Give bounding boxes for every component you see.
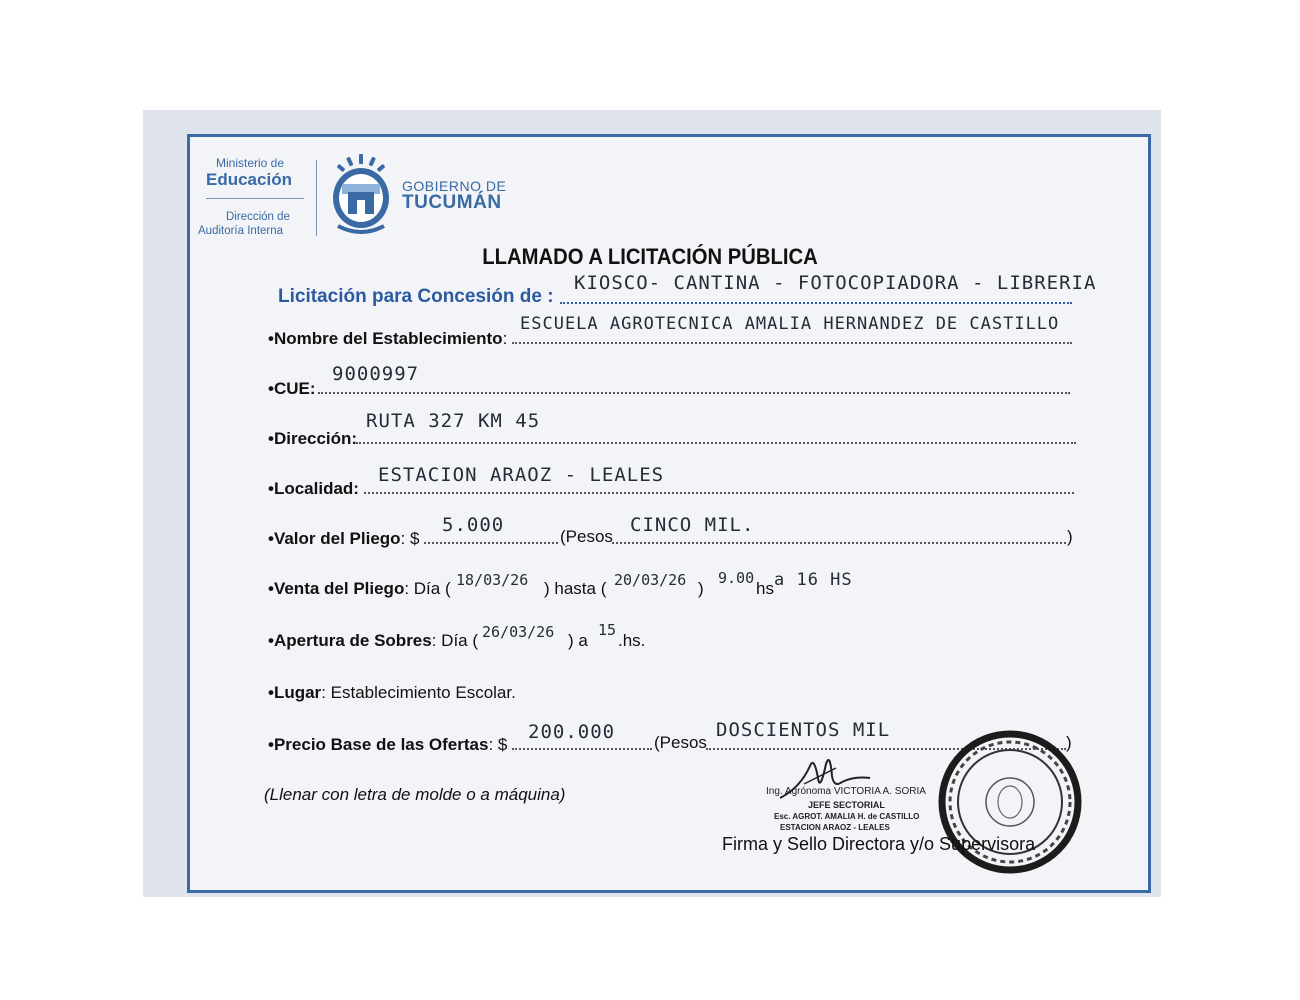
fill-instructions-note: (Llenar con letra de molde o a máquina) bbox=[264, 785, 566, 804]
cue-dotted-line bbox=[318, 392, 1070, 394]
localidad-dotted-line bbox=[364, 492, 1074, 494]
venta-hour-from: 9.00 bbox=[718, 569, 755, 587]
document-title: LLAMADO A LICITACIÓN PÚBLICA bbox=[482, 244, 818, 269]
venta-label-group: •Venta del Pliego: Día ( bbox=[268, 579, 451, 598]
gobierno-line2: TUCUMÁN bbox=[402, 192, 502, 213]
apertura-hour: 15 bbox=[598, 621, 617, 639]
cue-value: 9000997 bbox=[332, 363, 420, 385]
localidad-label: •Localidad: bbox=[268, 479, 359, 498]
establecimiento-label: •Nombre del Establecimiento: bbox=[268, 329, 508, 348]
signature-caption: Firma y Sello Directora y/o Supervisora bbox=[722, 834, 1036, 854]
valor-close-paren: ) bbox=[1067, 527, 1073, 546]
concesion-dotted-line bbox=[560, 302, 1072, 304]
apertura-a: ) a bbox=[568, 631, 588, 650]
signature-stamp-line1: Ing. Agrónoma VICTORIA A. SORIA bbox=[766, 786, 926, 797]
logo-divider bbox=[206, 198, 304, 199]
handwritten-signature bbox=[770, 748, 880, 808]
gobierno-line1: GOBIERNO DE bbox=[402, 178, 507, 194]
localidad-value: ESTACION ARAOZ - LEALES bbox=[378, 464, 665, 486]
precio-pesos-open: (Pesos bbox=[654, 733, 707, 752]
venta-hasta: ) hasta ( bbox=[544, 579, 607, 598]
direccion-dotted-line bbox=[356, 442, 1076, 444]
lugar-label-group: •Lugar: Establecimiento Escolar. bbox=[268, 683, 516, 702]
valor-pesos-open: (Pesos bbox=[560, 527, 613, 546]
logo-vertical-divider bbox=[316, 160, 317, 236]
venta-hour-to: a 16 HS bbox=[774, 570, 853, 590]
venta-hs: hs bbox=[756, 579, 774, 598]
apertura-hs: .hs. bbox=[618, 631, 646, 650]
precio-close-paren: ) bbox=[1066, 733, 1072, 752]
venta-close-paren: ) bbox=[698, 579, 704, 598]
apertura-label-group: •Apertura de Sobres: Día ( bbox=[268, 631, 479, 650]
direccion-label: •Dirección: bbox=[268, 429, 358, 448]
direccion-value: RUTA 327 KM 45 bbox=[366, 410, 541, 432]
valor-amount: 5.000 bbox=[442, 514, 505, 536]
venta-from-date: 18/03/26 bbox=[456, 571, 529, 589]
establecimiento-dotted-line bbox=[512, 342, 1072, 344]
concesion-value: KIOSCO- CANTINA - FOTOCOPIADORA - LIBRERIA bbox=[574, 272, 1097, 294]
establecimiento-value: ESCUELA AGROTECNICA AMALIA HERNANDEZ DE CASTILLO bbox=[520, 314, 1060, 334]
signature-stamp-line3: Esc. AGROT. AMALIA H. de CASTILLO bbox=[774, 812, 920, 821]
precio-amount: 200.000 bbox=[528, 721, 616, 743]
venta-to-date: 20/03/26 bbox=[614, 571, 687, 589]
direccion-line1: Dirección de bbox=[226, 211, 290, 223]
precio-dotted-line bbox=[512, 748, 652, 750]
ministerio-line2: Educación bbox=[206, 170, 292, 189]
tucuman-shield-logo bbox=[328, 152, 394, 238]
direccion-line2: Auditoría Interna bbox=[198, 225, 284, 237]
signature-stamp-line4: ESTACION ARAOZ - LEALES bbox=[780, 823, 890, 832]
signature-stamp-line2: JEFE SECTORIAL bbox=[808, 800, 885, 810]
apertura-date: 26/03/26 bbox=[482, 623, 555, 641]
valor-label-group: •Valor del Pliego: $ bbox=[268, 529, 420, 548]
cue-label: •CUE: bbox=[268, 379, 316, 398]
valor-pesos-dotted-line bbox=[612, 542, 1066, 544]
valor-pesos-value: CINCO MIL. bbox=[630, 514, 755, 536]
ministerio-line1: Ministerio de bbox=[216, 156, 285, 170]
precio-label-group: •Precio Base de las Ofertas: $ bbox=[268, 735, 508, 754]
precio-pesos-value: DOSCIENTOS MIL bbox=[716, 719, 891, 741]
valor-dotted-line bbox=[424, 542, 558, 544]
concesion-label: Licitación para Concesión de : bbox=[278, 286, 554, 307]
